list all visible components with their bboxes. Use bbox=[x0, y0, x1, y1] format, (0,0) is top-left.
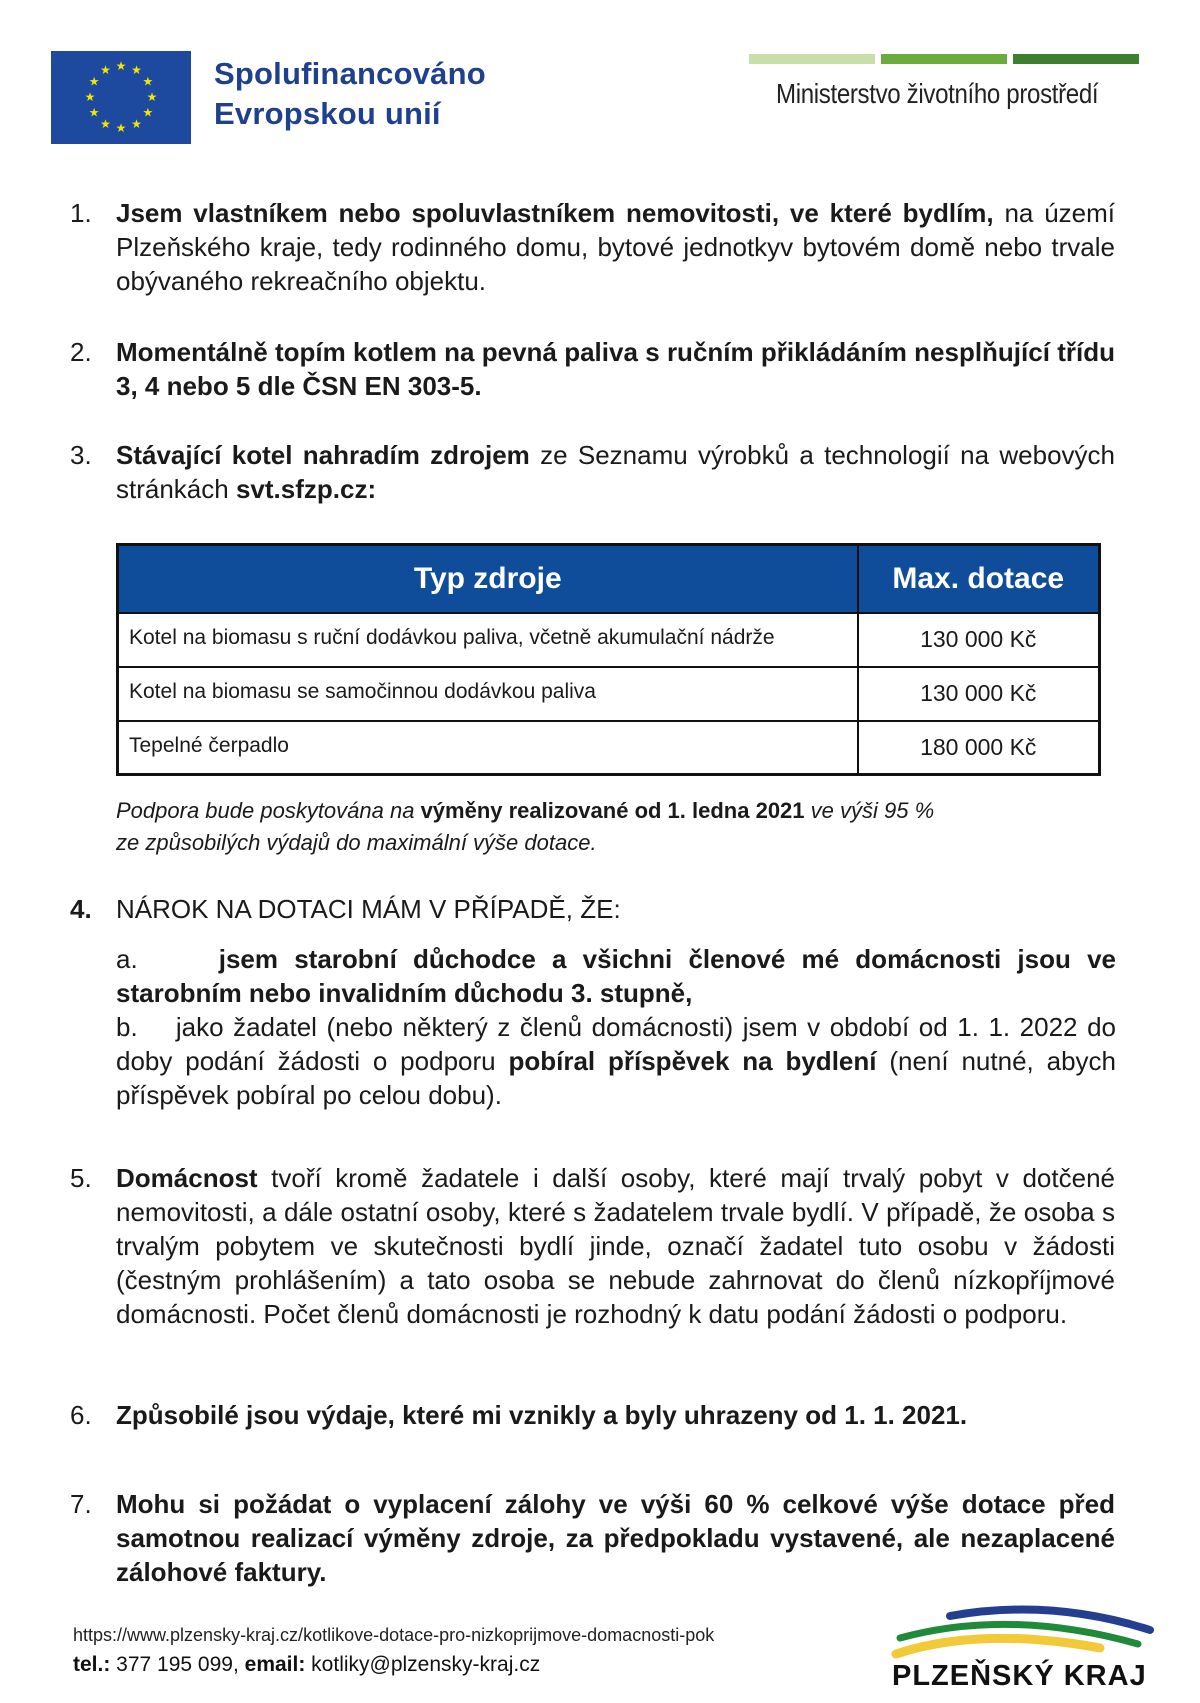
item-3-text: ze Seznamu výrobků a technologií na webových stránkách bbox=[116, 440, 1115, 504]
eu-star-icon: ★ bbox=[115, 59, 127, 73]
item-number: 5. bbox=[70, 1163, 92, 1193]
sub-item-b-label: b. bbox=[116, 1012, 138, 1042]
eu-star-icon: ★ bbox=[142, 74, 154, 89]
eu-star-icon: ★ bbox=[146, 90, 158, 104]
support-note bbox=[116, 795, 934, 859]
footer-contact bbox=[73, 1653, 540, 1677]
item-1-bold: Jsem vlastníkem nebo spoluvlastníkem nemovitosti, ve které bydlím, bbox=[116, 198, 994, 228]
list-item-3 bbox=[70, 438, 1115, 506]
sub-item-a-label: a. bbox=[116, 944, 138, 974]
eu-star-icon: ★ bbox=[100, 63, 111, 78]
eu-star-icon: ★ bbox=[88, 74, 100, 89]
eu-star-icon: ★ bbox=[131, 63, 142, 78]
eu-cofunding-text bbox=[214, 54, 486, 134]
list-item-2 bbox=[70, 335, 1115, 403]
item-4-heading: NÁROK NA DOTACI MÁM V PŘÍPADĚ, ŽE: bbox=[116, 894, 621, 924]
max-subsidy-cell: 180 000 Kč bbox=[858, 721, 1100, 775]
item-number: 4. bbox=[70, 894, 92, 924]
source-type-cell: Kotel na biomasu s ruční dodávkou paliva, včetně akumulační nádrže bbox=[118, 613, 858, 667]
eu-star-icon: ★ bbox=[84, 90, 96, 104]
eu-line-2: Evropskou unií bbox=[214, 96, 441, 131]
list-item-5 bbox=[70, 1161, 1115, 1331]
item-number: 6. bbox=[70, 1400, 92, 1430]
header-max-subsidy: Max. dotace bbox=[858, 545, 1100, 613]
footer-url-link[interactable]: https://www.plzensky-kraj.cz/kotlikove-dotace-pro-nizkoprijmove-domacnosti-pok bbox=[73, 1625, 715, 1645]
subsidy-table bbox=[116, 543, 1101, 776]
plzensky-kraj-logo bbox=[880, 1598, 1170, 1703]
note-text-2: ve výši 95 % bbox=[804, 798, 935, 823]
item-3-website: svt.sfzp.cz: bbox=[235, 474, 377, 504]
table-header-row bbox=[118, 545, 1100, 613]
max-subsidy-cell: 130 000 Kč bbox=[858, 667, 1100, 721]
sub-item-b-text: jako žadatel (nebo některý z členů domácnosti) jsem v období od 1. 1. 2022 do doby podání žádosti o podporu bbox=[116, 1012, 1116, 1076]
list-item-1 bbox=[70, 196, 1115, 298]
item-7-bold: Mohu si požádat o vyplacení zálohy ve výši 60 % celkové výše dotace před samotnou realizací výměny zdroje, za předpokladu vystavené, ale nezaplacené zálohové faktury. bbox=[116, 1489, 1115, 1587]
item-6-bold: Způsobilé jsou výdaje, které mi vznikly a byly uhrazeny od 1. 1. 2021. bbox=[116, 1400, 968, 1430]
item-5-text: tvoří kromě žadatele i další osoby, které mají trvalý pobyt v dotčené nemovitosti, a dále ostatní osoby, které s žadatelem trvale bydlí. V případě, že osoba s trvalým pobytem ve skutečnosti bydlí jinde, označí žadatel tuto osobu v žádosti (čestným prohlášením) a tato osoba se nebude zahrnovat do členů nízkopříjmové domácnosti. Počet členů domácnosti je rozhodný k datu podání žádosti o podporu. bbox=[116, 1163, 1115, 1329]
ministry-logo-bars bbox=[749, 54, 1139, 64]
sub-item-b-bold: pobíral příspěvek na bydlení bbox=[508, 1046, 877, 1076]
item-1-text: na území Plzeňského kraje, tedy rodinného domu, bytové jednotkyv bytovém domě nebo trvale obývaného rekreačního objektu. bbox=[116, 198, 1116, 296]
source-type-cell: Kotel na biomasu se samočinnou dodávkou paliva bbox=[118, 667, 858, 721]
item-number: 7. bbox=[70, 1489, 92, 1519]
eu-star-icon: ★ bbox=[142, 105, 154, 120]
ministry-bar-dark bbox=[1013, 54, 1139, 64]
source-type-cell: Tepelné čerpadlo bbox=[118, 721, 858, 775]
eu-flag-icon bbox=[51, 51, 191, 144]
eu-star-icon: ★ bbox=[88, 105, 100, 120]
sub-item-b bbox=[116, 1010, 1116, 1112]
eu-line-1: Spolufinancováno bbox=[214, 56, 486, 91]
logo-text: PLZEŇSKÝ KRAJ bbox=[892, 1660, 1147, 1692]
eu-star-icon: ★ bbox=[100, 116, 111, 131]
max-subsidy-cell: 130 000 Kč bbox=[858, 613, 1100, 667]
item-5-bold: Domácnost bbox=[116, 1163, 258, 1193]
note-bold: výměny realizované od 1. ledna 2021 bbox=[420, 798, 805, 823]
logo-arcs-icon bbox=[880, 1598, 1170, 1663]
tel-number: 377 195 099, bbox=[110, 1653, 245, 1676]
ministry-bar-light bbox=[749, 54, 875, 64]
email-link[interactable]: kotliky@plzensky-kraj.cz bbox=[305, 1653, 541, 1676]
tel-label: tel.: bbox=[73, 1653, 111, 1676]
note-text: Podpora bude poskytována na bbox=[116, 798, 421, 823]
item-3-bold: Stávající kotel nahradím zdrojem bbox=[116, 440, 530, 470]
item-number: 1. bbox=[70, 198, 92, 228]
ministry-bar-mid bbox=[881, 54, 1007, 64]
item-2-bold: Momentálně topím kotlem na pevná paliva s ručním přikládáním nesplňující třídu 3, 4 nebo 5 dle ČSN EN 303-5. bbox=[116, 337, 1115, 401]
table-row bbox=[118, 613, 1100, 667]
table-row bbox=[118, 721, 1100, 775]
list-item-7 bbox=[70, 1487, 1115, 1589]
eu-star-icon: ★ bbox=[115, 121, 127, 135]
note-line-2: ze způsobilých výdajů do maximální výše dotace. bbox=[116, 830, 597, 855]
item-number: 3. bbox=[70, 440, 92, 470]
sub-item-b-text-2: (není nutné, abych příspěvek pobíral po celou dobu). bbox=[116, 1046, 1116, 1110]
sub-item-a bbox=[116, 942, 1116, 1010]
list-item-4 bbox=[70, 892, 1115, 926]
ministry-name: Ministerstvo životního prostředí bbox=[776, 78, 1099, 109]
header-source-type: Typ zdroje bbox=[118, 545, 858, 613]
eu-star-icon: ★ bbox=[131, 116, 142, 131]
table-row bbox=[118, 667, 1100, 721]
email-label: email: bbox=[244, 1653, 306, 1676]
list-item-6 bbox=[70, 1398, 1115, 1432]
item-number: 2. bbox=[70, 337, 92, 367]
sub-item-a-text: jsem starobní důchodce a všichni členové mé domácnosti jsou ve starobním nebo invalidním důchodu 3. stupně, bbox=[116, 944, 1116, 1008]
